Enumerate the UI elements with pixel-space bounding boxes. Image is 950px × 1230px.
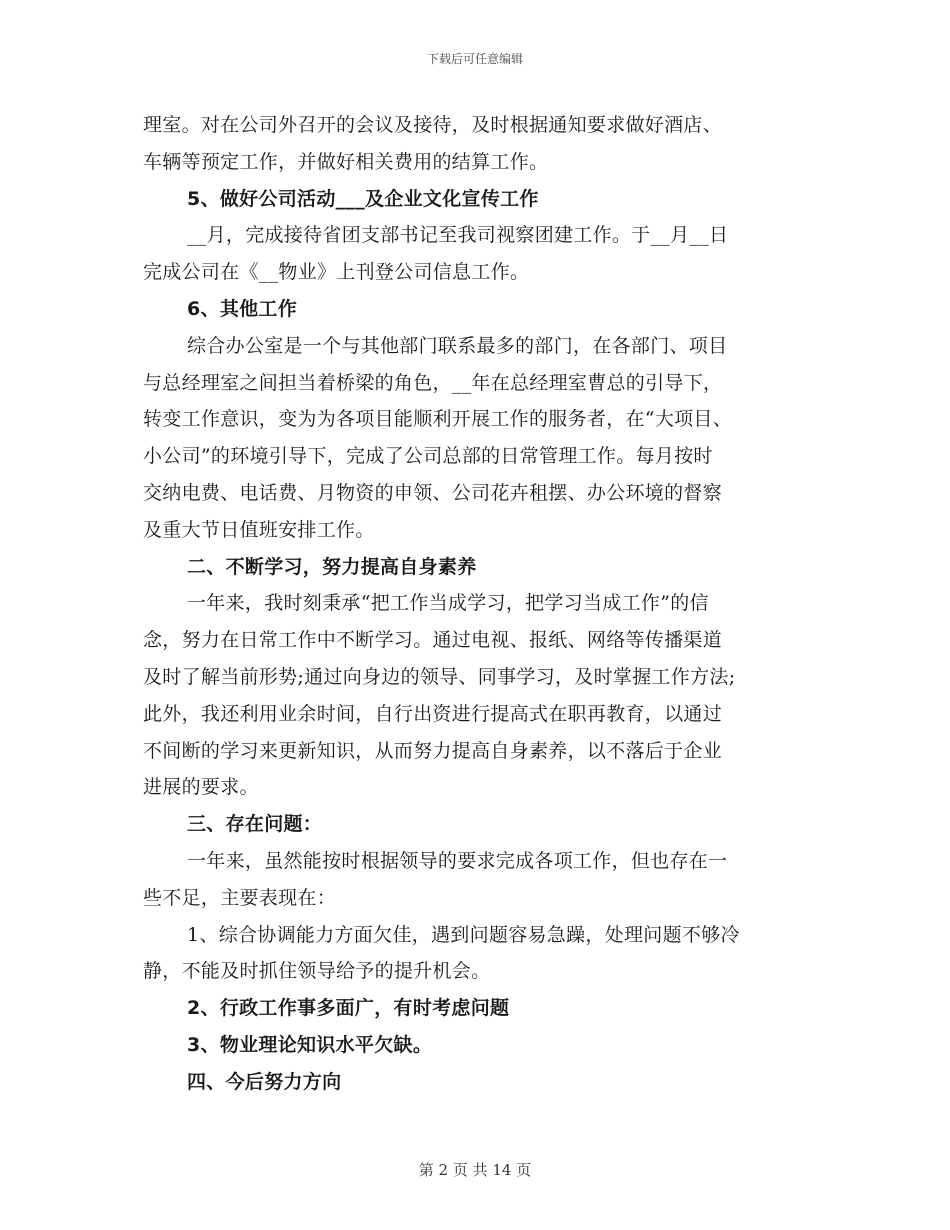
paragraph-line: 转变工作意识，变为为各项目能顺利开展工作的服务者，在“大项目、 xyxy=(143,408,733,431)
paragraph-line: 车辆等预定工作，并做好相关费用的结算工作。 xyxy=(143,150,549,173)
section-heading: 四、今后努力方向 xyxy=(187,1070,342,1093)
section-heading: 3、物业理论知识水平欠缺。 xyxy=(187,1033,433,1056)
section-heading: 6、其他工作 xyxy=(187,297,298,320)
paragraph-line: 理室。对在公司外召开的会议及接待，及时根据通知要求做好酒店、 xyxy=(143,114,723,136)
section-heading: 二、不断学习，努力提高自身素养 xyxy=(187,555,477,578)
section-heading: 2、行政工作事多面广，有时考虑问题 xyxy=(187,997,510,1020)
page-header: 下载后可任意编辑 xyxy=(426,52,523,66)
section-heading: 5、做好公司活动___及企业文化宣传工作 xyxy=(187,187,539,210)
section-heading: 三、存在问题： xyxy=(187,813,323,836)
paragraph-line: 些不足，主要表现在： xyxy=(143,886,337,909)
paragraph-line: 一年来，虽然能按时根据领导的要求完成各项工作，但也存在一 xyxy=(187,849,728,872)
paragraph-line: 静，不能及时抓住领导给予的提升机会。 xyxy=(143,960,491,983)
paragraph-line: 1、综合协调能力方面欠佳，遇到问题容易急躁，处理问题不够冷 xyxy=(187,923,740,946)
paragraph-line: 此外，我还利用业余时间，自行出资进行提高式在职再教育，以通过 xyxy=(143,702,723,725)
paragraph-line: 不间断的学习来更新知识，从而努力提高自身素养，以不落后于企业 xyxy=(143,739,723,762)
paragraph-line: 及重大节日值班安排工作。 xyxy=(143,518,375,541)
paragraph-line: 完成公司在《__物业》上刊登公司信息工作。 xyxy=(143,261,530,284)
paragraph-line: 综合办公室是一个与其他部门联系最多的部门，在各部门、项目 xyxy=(187,334,728,357)
document-body xyxy=(143,107,813,1101)
paragraph-line: 小公司”的环境引导下，完成了公司总部的日常管理工作。每月按时 xyxy=(143,445,713,468)
paragraph-line: __月，完成接待省团支部书记至我司视察团建工作。于__月__日 xyxy=(187,224,729,247)
paragraph-line: 进展的要求。 xyxy=(143,776,259,799)
paragraph-line: 与总经理室之间担当着桥梁的角色，__年在总经理室曹总的引导下， xyxy=(143,371,723,394)
page-footer: 第 2 页 共 14 页 xyxy=(418,1161,532,1179)
paragraph-line: 一年来，我时刻秉承“把工作当成学习，把学习当成工作”的信 xyxy=(187,592,709,615)
paragraph-line: 念，努力在日常工作中不断学习。通过电视、报纸、网络等传播渠道 xyxy=(143,629,723,652)
paragraph-line: 及时了解当前形势;通过向身边的领导、同事学习，及时掌握工作方法; xyxy=(143,665,736,688)
paragraph-line: 交纳电费、电话费、月物资的申领、公司花卉租摆、办公环境的督察 xyxy=(143,481,723,504)
